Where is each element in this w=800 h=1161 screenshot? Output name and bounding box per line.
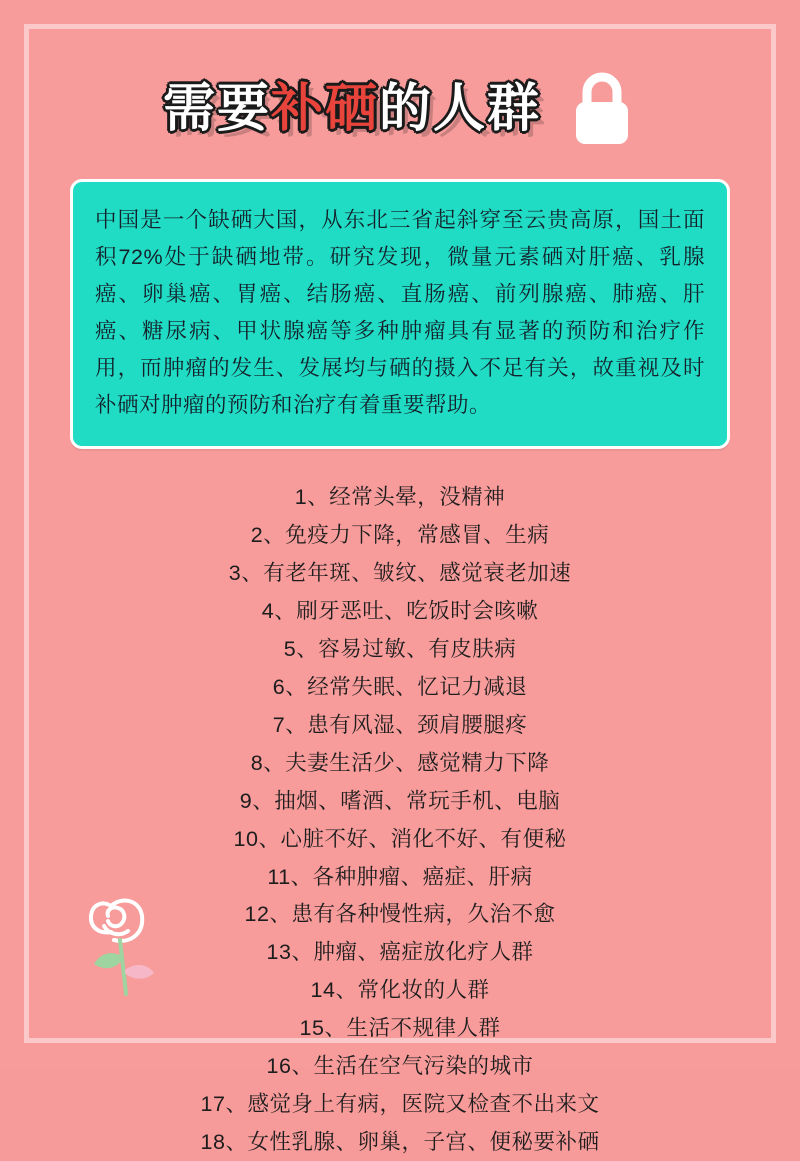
- lock-icon: [567, 68, 637, 155]
- list-item: 18、女性乳腺、卵巢，子宫、便秘要补硒: [200, 1130, 600, 1155]
- list-item: 13、肿瘤、癌症放化疗人群: [266, 940, 534, 965]
- rose-flower-icon: [78, 874, 198, 1009]
- list-item: 11、各种肿瘤、癌症、肝病: [267, 864, 533, 889]
- list-item: 7、患有风湿、颈肩腰腿疼: [272, 712, 528, 737]
- list-item: 1、经常头晕，没精神: [294, 484, 506, 509]
- list-item: 5、容易过敏、有皮肤病: [283, 636, 517, 661]
- list-item: 2、免疫力下降，常感冒、生病: [250, 522, 550, 547]
- list-item: 16、生活在空气污染的城市: [266, 1054, 534, 1079]
- intro-text: 中国是一个缺硒大国，从东北三省起斜穿至云贵高原，国土面积72%处于缺硒地带。研究发现，微量元素硒对肝癌、乳腺癌、卵巢癌、胃癌、结肠癌、直肠癌、前列腺癌、肺癌、肝癌、糖尿病、甲状腺癌等多种肿瘤具有显著的预防和治疗作用，而肿瘤的发生、发展均与硒的摄入不足有关，故重视及时补硒对肿瘤的预防和治疗有着重要帮助。: [95, 208, 705, 417]
- title-row: [58, 64, 742, 155]
- title-part-3: 的人群: [379, 79, 542, 138]
- list-item: 3、有老年斑、皱纹、感觉衰老加速: [228, 560, 572, 585]
- list-item: 9、抽烟、嗜酒、常玩手机、电脑: [239, 788, 561, 813]
- list-item: 15、生活不规律人群: [299, 1016, 501, 1041]
- list-item: 4、刷牙恶吐、吃饭时会咳嗽: [261, 598, 539, 623]
- page-title: [163, 81, 541, 138]
- list-item: 10、心脏不好、消化不好、有便秘: [233, 826, 567, 851]
- list-item: 12、患有各种慢性病，久治不愈: [244, 902, 556, 927]
- intro-box: [70, 179, 730, 449]
- symptom-list: [58, 479, 742, 1161]
- list-item: 17、感觉身上有病，医院又检查不出来文: [200, 1092, 600, 1117]
- list-item: 6、经常失眠、忆记力减退: [272, 674, 528, 699]
- list-item: 14、常化妆的人群: [310, 978, 490, 1003]
- title-part-1: 需要: [162, 79, 271, 138]
- list-item: 8、夫妻生活少、感觉精力下降: [250, 750, 550, 775]
- title-part-2-highlight: 补硒: [270, 79, 379, 138]
